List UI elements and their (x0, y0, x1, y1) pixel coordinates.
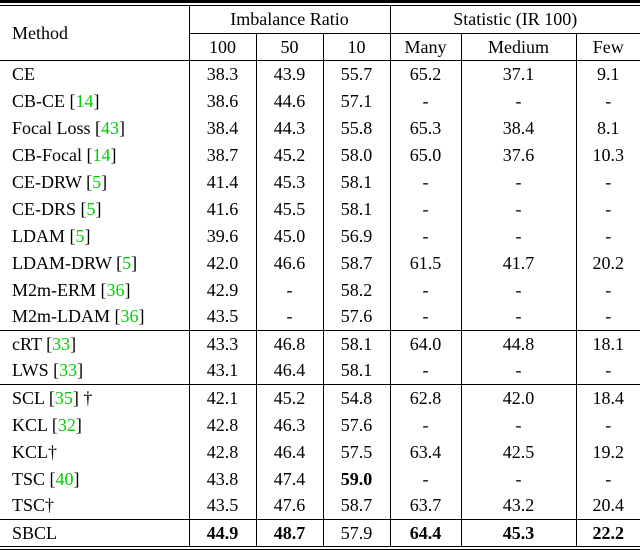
value-cell: 46.3 (256, 411, 323, 438)
method-name: cRT (12, 333, 42, 354)
citation-bracket-open: [ (47, 414, 58, 435)
value-cell: 20.4 (592, 495, 625, 516)
table-row (0, 168, 640, 195)
value-cell: 42.8 (189, 438, 256, 465)
citation-bracket-open: [ (82, 144, 93, 165)
citation-bracket-close: ] (138, 306, 145, 327)
value-cell: 46.8 (256, 330, 323, 357)
value-cell: 47.4 (256, 465, 323, 492)
method-name: KCL (12, 441, 48, 462)
table-body (0, 60, 640, 546)
citation-bracket-close: ] (72, 387, 79, 408)
dagger-suffix: † (48, 441, 57, 462)
method-cell (0, 438, 189, 465)
value-cell: 38.7 (189, 141, 256, 168)
value-cell: 57.9 (323, 519, 390, 546)
header-col-ir-10: 10 (323, 33, 390, 60)
citation-bracket-open: [ (81, 171, 93, 192)
value-cell: 42.9 (189, 276, 256, 303)
value-cell: - (605, 468, 612, 489)
value-cell: 41.6 (189, 195, 256, 222)
header-method: Method (0, 6, 189, 60)
value-cell: - (605, 171, 612, 192)
value-cell: 65.3 (390, 114, 461, 141)
value-cell: 56.9 (323, 222, 390, 249)
citation-ref[interactable]: 5 (75, 225, 85, 246)
method-name: M2m-LDAM (12, 306, 110, 327)
value-cell: - (605, 225, 612, 246)
header-group-imbalance-ratio: Imbalance Ratio (189, 6, 390, 33)
method-cell (0, 87, 189, 114)
value-cell: - (605, 198, 612, 219)
citation-bracket-open: [ (90, 117, 101, 138)
citation-bracket-close: ] (93, 90, 100, 111)
citation-bracket-open: [ (65, 90, 76, 111)
value-cell: - (461, 168, 576, 195)
value-cell: 58.0 (323, 141, 390, 168)
value-cell: 47.6 (256, 492, 323, 519)
value-cell: 58.1 (323, 357, 390, 384)
citation-ref[interactable]: 43 (101, 117, 119, 138)
value-cell: 42.5 (461, 438, 576, 465)
citation-bracket-close: ] (73, 468, 80, 489)
value-cell: 58.7 (323, 492, 390, 519)
value-cell: 55.8 (323, 114, 390, 141)
method-cell (0, 384, 189, 411)
method-name: TSC (12, 468, 46, 489)
citation-bracket-open: [ (48, 360, 60, 381)
value-cell: - (390, 87, 461, 114)
citation-bracket-close: ] (95, 198, 102, 219)
value-cell: 65.2 (390, 60, 461, 87)
results-table (0, 6, 640, 547)
method-cell (0, 60, 189, 87)
citation-bracket-open: [ (44, 387, 55, 408)
value-cell: - (605, 279, 612, 300)
value-cell: 8.1 (597, 117, 620, 138)
value-cell: - (256, 303, 323, 330)
value-cell: - (390, 357, 461, 384)
table-row (0, 222, 640, 249)
value-cell: 46.4 (256, 357, 323, 384)
value-cell: 37.1 (461, 60, 576, 87)
table-row (0, 60, 640, 87)
citation-bracket-open: [ (111, 252, 123, 273)
value-cell: 37.6 (461, 141, 576, 168)
value-cell: 65.0 (390, 141, 461, 168)
table-row (0, 87, 640, 114)
citation-bracket-close: ] (124, 279, 131, 300)
citation-ref[interactable]: 5 (122, 252, 132, 273)
citation-bracket-close: ] (70, 333, 77, 354)
value-cell: 43.9 (256, 60, 323, 87)
value-cell: - (461, 276, 576, 303)
value-cell: - (461, 303, 576, 330)
method-name: CB-CE (12, 90, 66, 111)
method-cell (0, 249, 189, 276)
citation-ref[interactable]: 33 (59, 360, 78, 381)
value-cell: 45.3 (461, 519, 576, 546)
method-cell (0, 330, 189, 357)
method-cell (0, 168, 189, 195)
method-name: CE (12, 63, 36, 84)
value-cell: 55.7 (323, 60, 390, 87)
table-row (0, 330, 640, 357)
value-cell: 43.5 (189, 492, 256, 519)
citation-bracket-close: ] (75, 414, 82, 435)
value-cell: 57.1 (323, 87, 390, 114)
method-cell (0, 492, 189, 519)
value-cell: - (605, 90, 612, 111)
method-name: Focal Loss (12, 117, 91, 138)
value-cell: 57.5 (323, 438, 390, 465)
citation-ref[interactable]: 32 (57, 414, 76, 435)
citation-ref[interactable]: 40 (55, 468, 74, 489)
value-cell: - (605, 306, 612, 327)
table-row (0, 465, 640, 492)
value-cell: 42.0 (461, 384, 576, 411)
citation-bracket-open: [ (96, 279, 107, 300)
citation-ref[interactable]: 5 (86, 198, 96, 219)
method-cell (0, 303, 189, 330)
value-cell: - (461, 195, 576, 222)
table-row (0, 384, 640, 411)
table-row (0, 303, 640, 330)
value-cell: 44.3 (256, 114, 323, 141)
citation-bracket-open: [ (65, 225, 76, 246)
value-cell: 18.1 (576, 330, 640, 357)
value-cell: 18.4 (576, 384, 640, 411)
table-row (0, 357, 640, 384)
method-cell (0, 465, 189, 492)
value-cell: 43.5 (189, 303, 256, 330)
table-header (0, 6, 640, 60)
value-cell: 63.7 (390, 492, 461, 519)
value-cell: - (461, 222, 576, 249)
method-cell (0, 114, 189, 141)
value-cell: - (390, 465, 461, 492)
method-cell (0, 276, 189, 303)
value-cell: - (256, 276, 323, 303)
citation-ref[interactable]: 35 (54, 387, 73, 408)
value-cell: 61.5 (390, 249, 461, 276)
value-cell: 10.3 (592, 144, 625, 165)
header-col-many: Many (390, 33, 461, 60)
value-cell: 54.8 (323, 384, 390, 411)
value-cell: 58.2 (323, 276, 390, 303)
citation-ref[interactable]: 14 (92, 144, 111, 165)
value-cell: 57.6 (323, 411, 390, 438)
value-cell: - (605, 414, 612, 435)
value-cell: 38.4 (461, 114, 576, 141)
table-row (0, 492, 640, 519)
value-cell: - (390, 168, 461, 195)
method-name: SBCL (12, 522, 58, 543)
method-cell (0, 222, 189, 249)
citation-bracket-open: [ (76, 198, 87, 219)
header-col-medium: Medium (461, 33, 576, 60)
method-name: M2m-ERM (12, 279, 97, 300)
value-cell: 58.1 (323, 195, 390, 222)
value-cell: 42.0 (189, 249, 256, 276)
citation-bracket-close: ] (131, 252, 138, 273)
value-cell: 58.1 (323, 168, 390, 195)
value-cell: 22.2 (576, 519, 640, 546)
citation-bracket-close: ] (110, 144, 117, 165)
dagger-suffix: † (78, 387, 93, 408)
method-name: TSC (12, 495, 46, 516)
method-cell (0, 141, 189, 168)
value-cell: 45.2 (256, 141, 323, 168)
header-col-few: Few (576, 33, 640, 60)
citation-ref[interactable]: 36 (120, 306, 139, 327)
value-cell: - (461, 87, 576, 114)
table-row (0, 195, 640, 222)
method-cell (0, 519, 189, 546)
value-cell: 41.7 (461, 249, 576, 276)
method-name: CE-DRS (12, 198, 77, 219)
table-row (0, 249, 640, 276)
method-name: CB-Focal (12, 144, 82, 165)
value-cell: 9.1 (597, 63, 620, 84)
method-name: KCL (12, 414, 48, 435)
citation-ref[interactable]: 33 (52, 333, 71, 354)
value-cell: - (461, 357, 576, 384)
table-row (0, 276, 640, 303)
value-cell: 44.8 (461, 330, 576, 357)
value-cell: 62.8 (390, 384, 461, 411)
value-cell: - (461, 411, 576, 438)
method-name: LWS (12, 360, 49, 381)
value-cell: - (390, 222, 461, 249)
value-cell: - (390, 195, 461, 222)
value-cell: 43.3 (189, 330, 256, 357)
table-row (0, 519, 640, 546)
method-cell (0, 411, 189, 438)
value-cell: 58.7 (323, 249, 390, 276)
citation-bracket-close: ] (119, 117, 125, 138)
dagger-suffix: † (45, 495, 55, 516)
value-cell: 46.6 (256, 249, 323, 276)
method-name: LDAM (12, 225, 65, 246)
header-group-row (0, 6, 640, 33)
value-cell: 48.7 (256, 519, 323, 546)
value-cell: 64.0 (390, 330, 461, 357)
value-cell: 64.4 (390, 519, 461, 546)
method-name: LDAM-DRW (12, 252, 112, 273)
value-cell: 20.2 (592, 252, 625, 273)
value-cell: - (390, 276, 461, 303)
value-cell: 43.1 (189, 357, 256, 384)
header-group-statistic-ir100: Statistic (IR 100) (390, 6, 640, 33)
value-cell: 39.6 (189, 222, 256, 249)
value-cell: 38.4 (189, 114, 256, 141)
value-cell: 59.0 (323, 465, 390, 492)
citation-bracket-open: [ (45, 468, 56, 489)
header-col-ir-50: 50 (256, 33, 323, 60)
value-cell: 63.4 (390, 438, 461, 465)
citation-bracket-open: [ (110, 306, 121, 327)
value-cell: 38.6 (189, 87, 256, 114)
value-cell: 41.4 (189, 168, 256, 195)
value-cell: 45.5 (256, 195, 323, 222)
value-cell: 45.3 (256, 168, 323, 195)
method-cell (0, 357, 189, 384)
value-cell: 44.9 (189, 519, 256, 546)
value-cell: 43.2 (461, 492, 576, 519)
citation-bracket-close: ] (84, 225, 91, 246)
citation-bracket-open: [ (41, 333, 53, 354)
value-cell: - (461, 465, 576, 492)
value-cell: - (390, 411, 461, 438)
citation-ref[interactable]: 5 (92, 171, 102, 192)
header-col-ir-100: 100 (189, 33, 256, 60)
table-row (0, 438, 640, 465)
value-cell: 46.4 (256, 438, 323, 465)
method-name: CE-DRW (12, 171, 82, 192)
value-cell: 44.6 (256, 87, 323, 114)
value-cell: 45.0 (256, 222, 323, 249)
citation-bracket-close: ] (101, 171, 108, 192)
citation-ref[interactable]: 36 (106, 279, 125, 300)
value-cell: 19.2 (592, 441, 625, 462)
value-cell: 43.8 (189, 465, 256, 492)
table-row (0, 411, 640, 438)
value-cell: 58.1 (323, 330, 390, 357)
table-row (0, 141, 640, 168)
value-cell: 42.1 (189, 384, 256, 411)
value-cell: 42.8 (189, 411, 256, 438)
value-cell: - (605, 360, 612, 381)
citation-ref[interactable]: 14 (75, 90, 94, 111)
value-cell: 38.3 (189, 60, 256, 87)
method-name: SCL (12, 387, 45, 408)
table-row (0, 114, 640, 141)
citation-bracket-close: ] (77, 360, 84, 381)
value-cell: 45.2 (256, 384, 323, 411)
value-cell: 57.6 (323, 303, 390, 330)
method-cell (0, 195, 189, 222)
value-cell: - (390, 303, 461, 330)
